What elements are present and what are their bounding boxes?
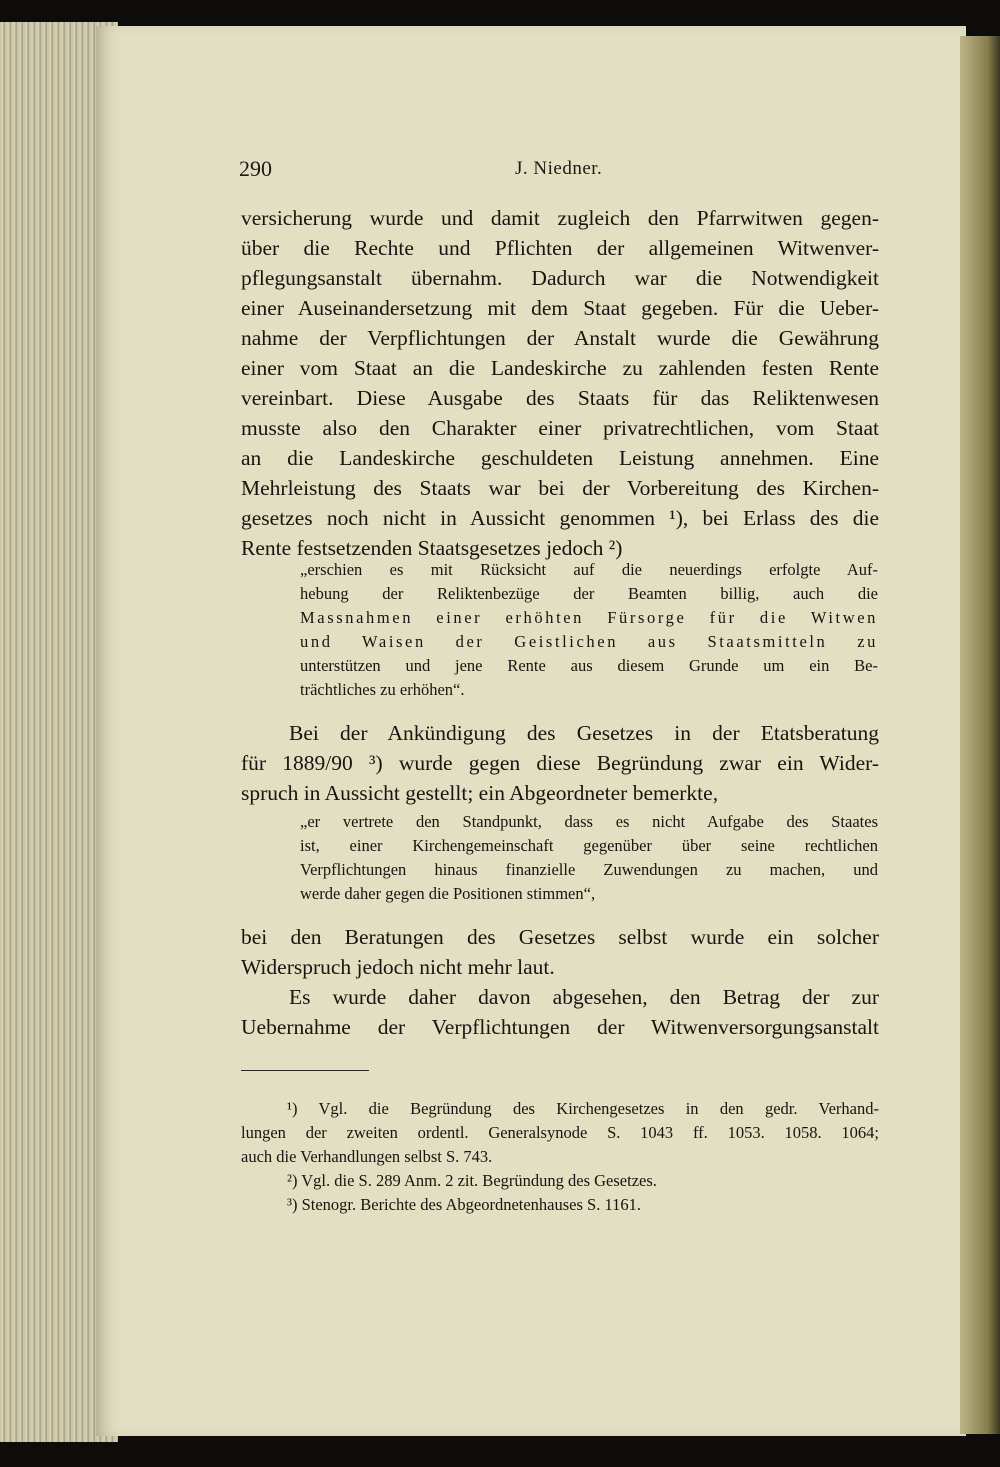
body-line: spruch in Aussicht gestellt; ein Abgeordneter bemerkte, bbox=[241, 781, 719, 805]
footnote-rule bbox=[241, 1070, 369, 1071]
quote-line: werde daher gegen die Positionen stimmen“, bbox=[300, 884, 596, 903]
body-line: Es wurde daher davon abgesehen, den Betrag der zur bbox=[289, 985, 879, 1009]
body-line: Widerspruch jedoch nicht mehr laut. bbox=[241, 955, 555, 979]
body-line: an die Landeskirche geschuldeten Leistung annehmen. Eine bbox=[241, 446, 879, 470]
quote-line: trächtliches zu erhöhen“. bbox=[300, 680, 465, 699]
body-line: für 1889/90 ³) wurde gegen diese Begründung zwar ein Wider- bbox=[241, 751, 879, 775]
footnote-line: ¹) Vgl. die Begründung des Kirchengesetzes in den gedr. Verhand- bbox=[287, 1099, 879, 1118]
quote-line: unterstützen und jene Rente aus diesem Grunde um ein Be- bbox=[300, 656, 878, 675]
quote-line: Verpflichtungen hinaus finanzielle Zuwendungen zu machen, und bbox=[300, 860, 878, 879]
body-line: einer vom Staat an die Landeskirche zu zahlenden festen Rente bbox=[241, 356, 879, 380]
body-line: Rente festsetzenden Staatsgesetzes jedoch ²) bbox=[241, 536, 623, 560]
quote-line: Massnahmen einer erhöhten Fürsorge für die Witwen bbox=[300, 608, 878, 627]
footnote-line: ³) Stenogr. Berichte des Abgeordnetenhauses S. 1161. bbox=[287, 1195, 641, 1214]
quote-line: „er vertrete den Standpunkt, dass es nicht Aufgabe des Staates bbox=[300, 812, 878, 831]
running-head: J. Niedner. bbox=[515, 158, 603, 179]
body-line: nahme der Verpflichtungen der Anstalt wurde die Gewährung bbox=[241, 326, 879, 350]
footnote-line: lungen der zweiten ordentl. Generalsynode S. 1043 ff. 1053. 1058. 1064; bbox=[241, 1123, 879, 1142]
quote-line: hebung der Reliktenbezüge der Beamten billig, auch die bbox=[300, 584, 878, 603]
footnote-line: ²) Vgl. die S. 289 Anm. 2 zit. Begründung des Gesetzes. bbox=[287, 1171, 657, 1190]
body-line: pflegungsanstalt übernahm. Dadurch war die Notwendigkeit bbox=[241, 266, 879, 290]
body-line: Bei der Ankündigung des Gesetzes in der Etatsberatung bbox=[289, 721, 879, 745]
body-line: bei den Beratungen des Gesetzes selbst wurde ein solcher bbox=[241, 925, 879, 949]
body-line: einer Auseinandersetzung mit dem Staat gegeben. Für die Ueber- bbox=[241, 296, 879, 320]
body-line: vereinbart. Diese Ausgabe des Staats für das Reliktenwesen bbox=[241, 386, 879, 410]
quote-line: „erschien es mit Rücksicht auf die neuerdings erfolgte Auf- bbox=[300, 560, 878, 579]
page-header bbox=[239, 156, 879, 186]
quote-line: und Waisen der Geistlichen aus Staatsmitteln zu bbox=[300, 632, 878, 651]
body-line: gesetzes noch nicht in Aussicht genommen ¹), bei Erlass des die bbox=[241, 506, 879, 530]
body-line: musste also den Charakter einer privatrechtlichen, vom Staat bbox=[241, 416, 879, 440]
footnote-line: auch die Verhandlungen selbst S. 743. bbox=[241, 1147, 493, 1166]
body-line: Uebernahme der Verpflichtungen der Witwenversorgungsanstalt bbox=[241, 1015, 879, 1039]
quote-line: ist, einer Kirchengemeinschaft gegenüber über seine rechtlichen bbox=[300, 836, 878, 855]
body-line: Mehrleistung des Staats war bei der Vorbereitung des Kirchen- bbox=[241, 476, 879, 500]
page-number: 290 bbox=[239, 156, 272, 181]
body-line: über die Rechte und Pflichten der allgemeinen Witwenver- bbox=[241, 236, 879, 260]
body-line: versicherung wurde und damit zugleich den Pfarrwitwen gegen- bbox=[241, 206, 879, 230]
book-gutter bbox=[960, 36, 1000, 1434]
